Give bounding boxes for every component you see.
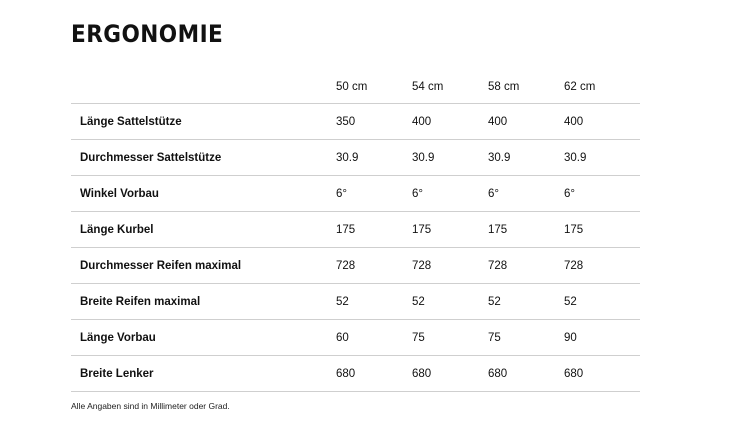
cell-value: 75 bbox=[488, 320, 564, 356]
cell-value: 6° bbox=[412, 176, 488, 212]
cell-value: 680 bbox=[412, 356, 488, 392]
table-row bbox=[71, 104, 640, 140]
cell-value: 75 bbox=[412, 320, 488, 356]
cell-value: 30.9 bbox=[564, 140, 640, 176]
page-title: ERGONOMIE bbox=[71, 20, 224, 48]
row-label: Länge Sattelstütze bbox=[71, 104, 336, 140]
cell-value: 728 bbox=[412, 248, 488, 284]
cell-value: 52 bbox=[336, 284, 412, 320]
ergonomics-table-container bbox=[71, 70, 632, 392]
cell-value: 728 bbox=[488, 248, 564, 284]
row-label: Länge Vorbau bbox=[71, 320, 336, 356]
table-row bbox=[71, 284, 640, 320]
cell-value: 6° bbox=[488, 176, 564, 212]
header-cell-label bbox=[71, 70, 336, 104]
row-label: Durchmesser Reifen maximal bbox=[71, 248, 336, 284]
cell-value: 6° bbox=[564, 176, 640, 212]
header-cell-size: 54 cm bbox=[412, 70, 488, 104]
table-row bbox=[71, 248, 640, 284]
row-label: Winkel Vorbau bbox=[71, 176, 336, 212]
cell-value: 680 bbox=[488, 356, 564, 392]
cell-value: 52 bbox=[488, 284, 564, 320]
ergonomics-table bbox=[71, 70, 640, 392]
row-label: Länge Kurbel bbox=[71, 212, 336, 248]
cell-value: 60 bbox=[336, 320, 412, 356]
table-row bbox=[71, 212, 640, 248]
cell-value: 30.9 bbox=[336, 140, 412, 176]
cell-value: 400 bbox=[412, 104, 488, 140]
footnote: Alle Angaben sind in Millimeter oder Grad. bbox=[71, 401, 230, 411]
table-row bbox=[71, 176, 640, 212]
cell-value: 680 bbox=[336, 356, 412, 392]
table-row bbox=[71, 320, 640, 356]
row-label: Breite Reifen maximal bbox=[71, 284, 336, 320]
cell-value: 400 bbox=[488, 104, 564, 140]
cell-value: 30.9 bbox=[488, 140, 564, 176]
table-row bbox=[71, 140, 640, 176]
cell-value: 728 bbox=[336, 248, 412, 284]
cell-value: 350 bbox=[336, 104, 412, 140]
cell-value: 6° bbox=[336, 176, 412, 212]
row-label: Breite Lenker bbox=[71, 356, 336, 392]
table-row bbox=[71, 356, 640, 392]
cell-value: 175 bbox=[488, 212, 564, 248]
cell-value: 175 bbox=[412, 212, 488, 248]
cell-value: 52 bbox=[564, 284, 640, 320]
header-cell-size: 58 cm bbox=[488, 70, 564, 104]
cell-value: 175 bbox=[564, 212, 640, 248]
header-cell-size: 62 cm bbox=[564, 70, 640, 104]
cell-value: 30.9 bbox=[412, 140, 488, 176]
cell-value: 175 bbox=[336, 212, 412, 248]
row-label: Durchmesser Sattelstütze bbox=[71, 140, 336, 176]
cell-value: 400 bbox=[564, 104, 640, 140]
cell-value: 52 bbox=[412, 284, 488, 320]
table-header-row bbox=[71, 70, 640, 104]
cell-value: 90 bbox=[564, 320, 640, 356]
cell-value: 728 bbox=[564, 248, 640, 284]
header-cell-size: 50 cm bbox=[336, 70, 412, 104]
cell-value: 680 bbox=[564, 356, 640, 392]
